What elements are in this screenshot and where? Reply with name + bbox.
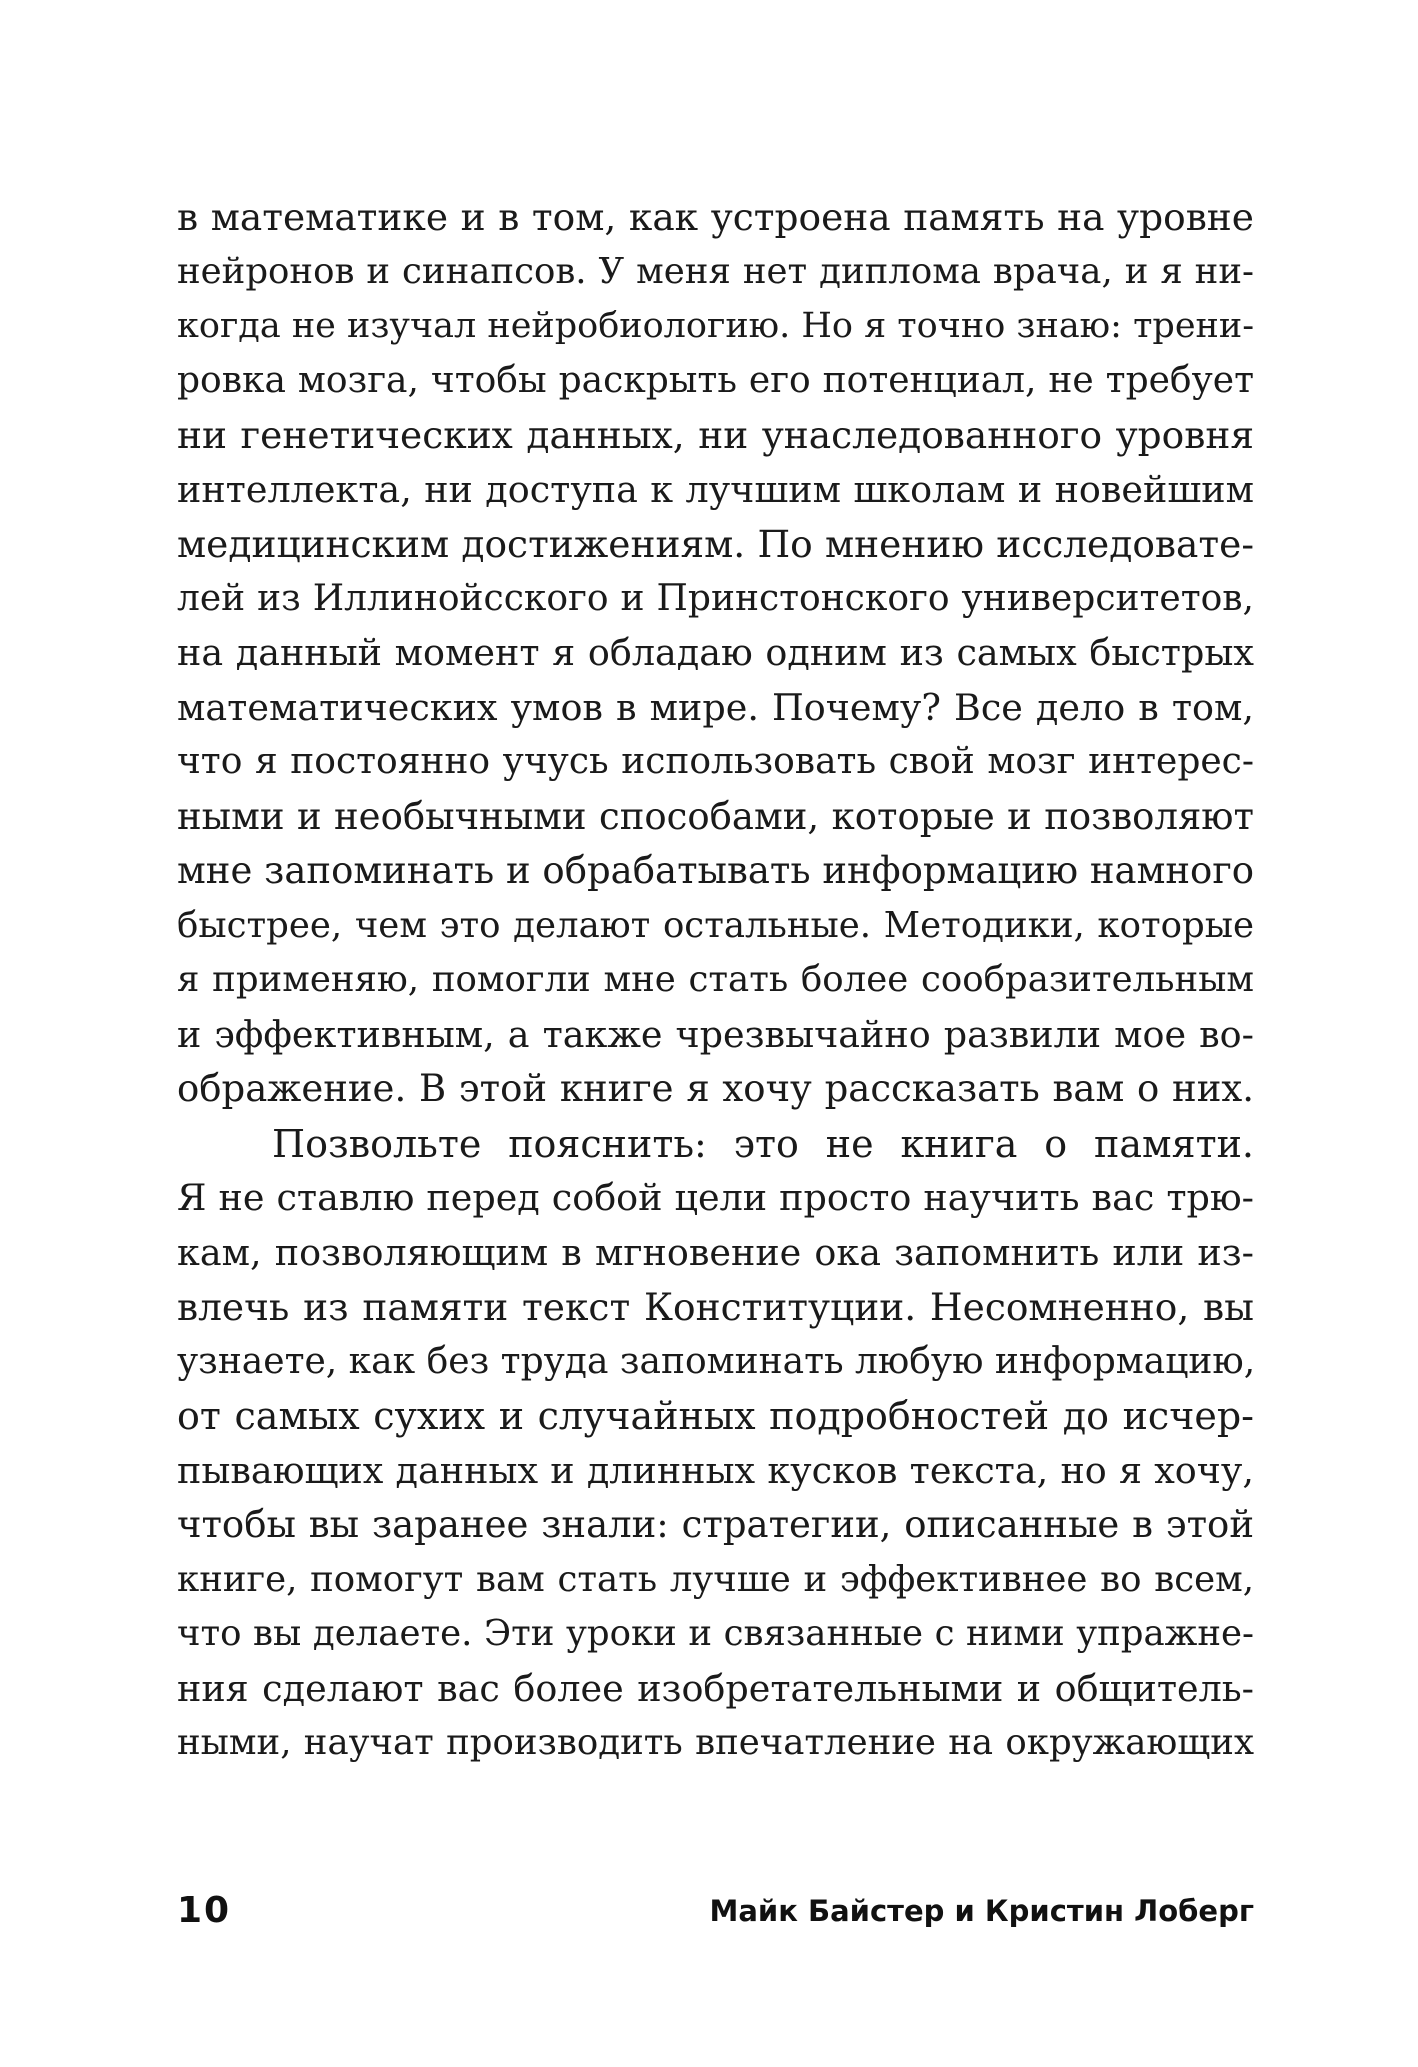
page-footer <box>177 1886 1254 1936</box>
text-line: математических умов в мире. Почему? Все дело в том, <box>177 685 1254 729</box>
text-line: от самых сухих и случайных подробностей до исчер- <box>177 1394 1254 1438</box>
text-line: ния сделают вас более изобретательными и общитель- <box>177 1666 1254 1710</box>
text-line: что вы делаете. Эти уроки и связанные с ними упражне- <box>177 1613 1254 1654</box>
text-line: ными и необычными способами, которые и позволяют <box>177 794 1254 838</box>
text-line: узнаете, как без труда запоминать любую информацию, <box>177 1340 1256 1382</box>
text-line: что я постоянно учусь использовать свой мозг интерес- <box>177 741 1254 782</box>
body-text <box>177 190 1254 1771</box>
text-line: в математике и в том, как устроена память на уровне <box>177 195 1254 239</box>
text-line: ни генетических данных, ни унаследованного уровня <box>177 413 1254 457</box>
text-line: на данный момент я обладаю одним из самых быстрых <box>177 631 1254 674</box>
text-line: влечь из памяти текст Конституции. Несомненно, вы <box>177 1285 1254 1329</box>
text-line: быстрее, чем это делают остальные. Методики, которые <box>177 904 1254 946</box>
text-line: мне запоминать и обрабатывать информацию намного <box>177 849 1254 892</box>
paragraph-start-line: Позвольте пояснить: это не книга о памяти. <box>272 1121 1254 1166</box>
text-line: когда не изучал нейробиологию. Но я точно знаю: трени- <box>177 306 1255 346</box>
text-line: лей из Иллинойсского и Принстонского университетов, <box>177 577 1254 619</box>
text-line: чтобы вы заранее знали: стратегии, описанные в этой <box>177 1503 1254 1546</box>
text-line: ными, научат производить впечатление на окружающих <box>177 1722 1254 1763</box>
text-line: кам, позволяющим в мгновение ока запомнить или из- <box>177 1230 1254 1274</box>
text-line: пывающих данных и длинных кусков текста, но я хочу, <box>177 1448 1254 1492</box>
running-footer-authors: Майк Байстер и Кристин Лоберг <box>709 1894 1254 1928</box>
text-line: я применяю, помогли мне стать более сообразительным <box>177 959 1254 1000</box>
text-line: книге, помогут вам стать лучше и эффективнее во всем, <box>177 1558 1254 1600</box>
text-line: ображение. В этой книге я хочу рассказать вам о них. <box>177 1067 1254 1110</box>
text-line: медицинским достижениям. По мнению исследовате- <box>177 522 1254 566</box>
text-line: ровка мозга, чтобы раскрыть его потенциал, не требует <box>177 359 1254 401</box>
text-line: и эффективным, а также чрезвычайно развили мое во- <box>177 1012 1254 1056</box>
text-line: Я не ставлю перед собой цели просто научить вас трю- <box>177 1176 1254 1219</box>
text-line: нейронов и синапсов. У меня нет диплома врача, и я ни- <box>177 250 1254 292</box>
page-number: 10 <box>177 1890 232 1931</box>
text-line: интеллекта, ни доступа к лучшим школам и новейшим <box>177 467 1254 511</box>
